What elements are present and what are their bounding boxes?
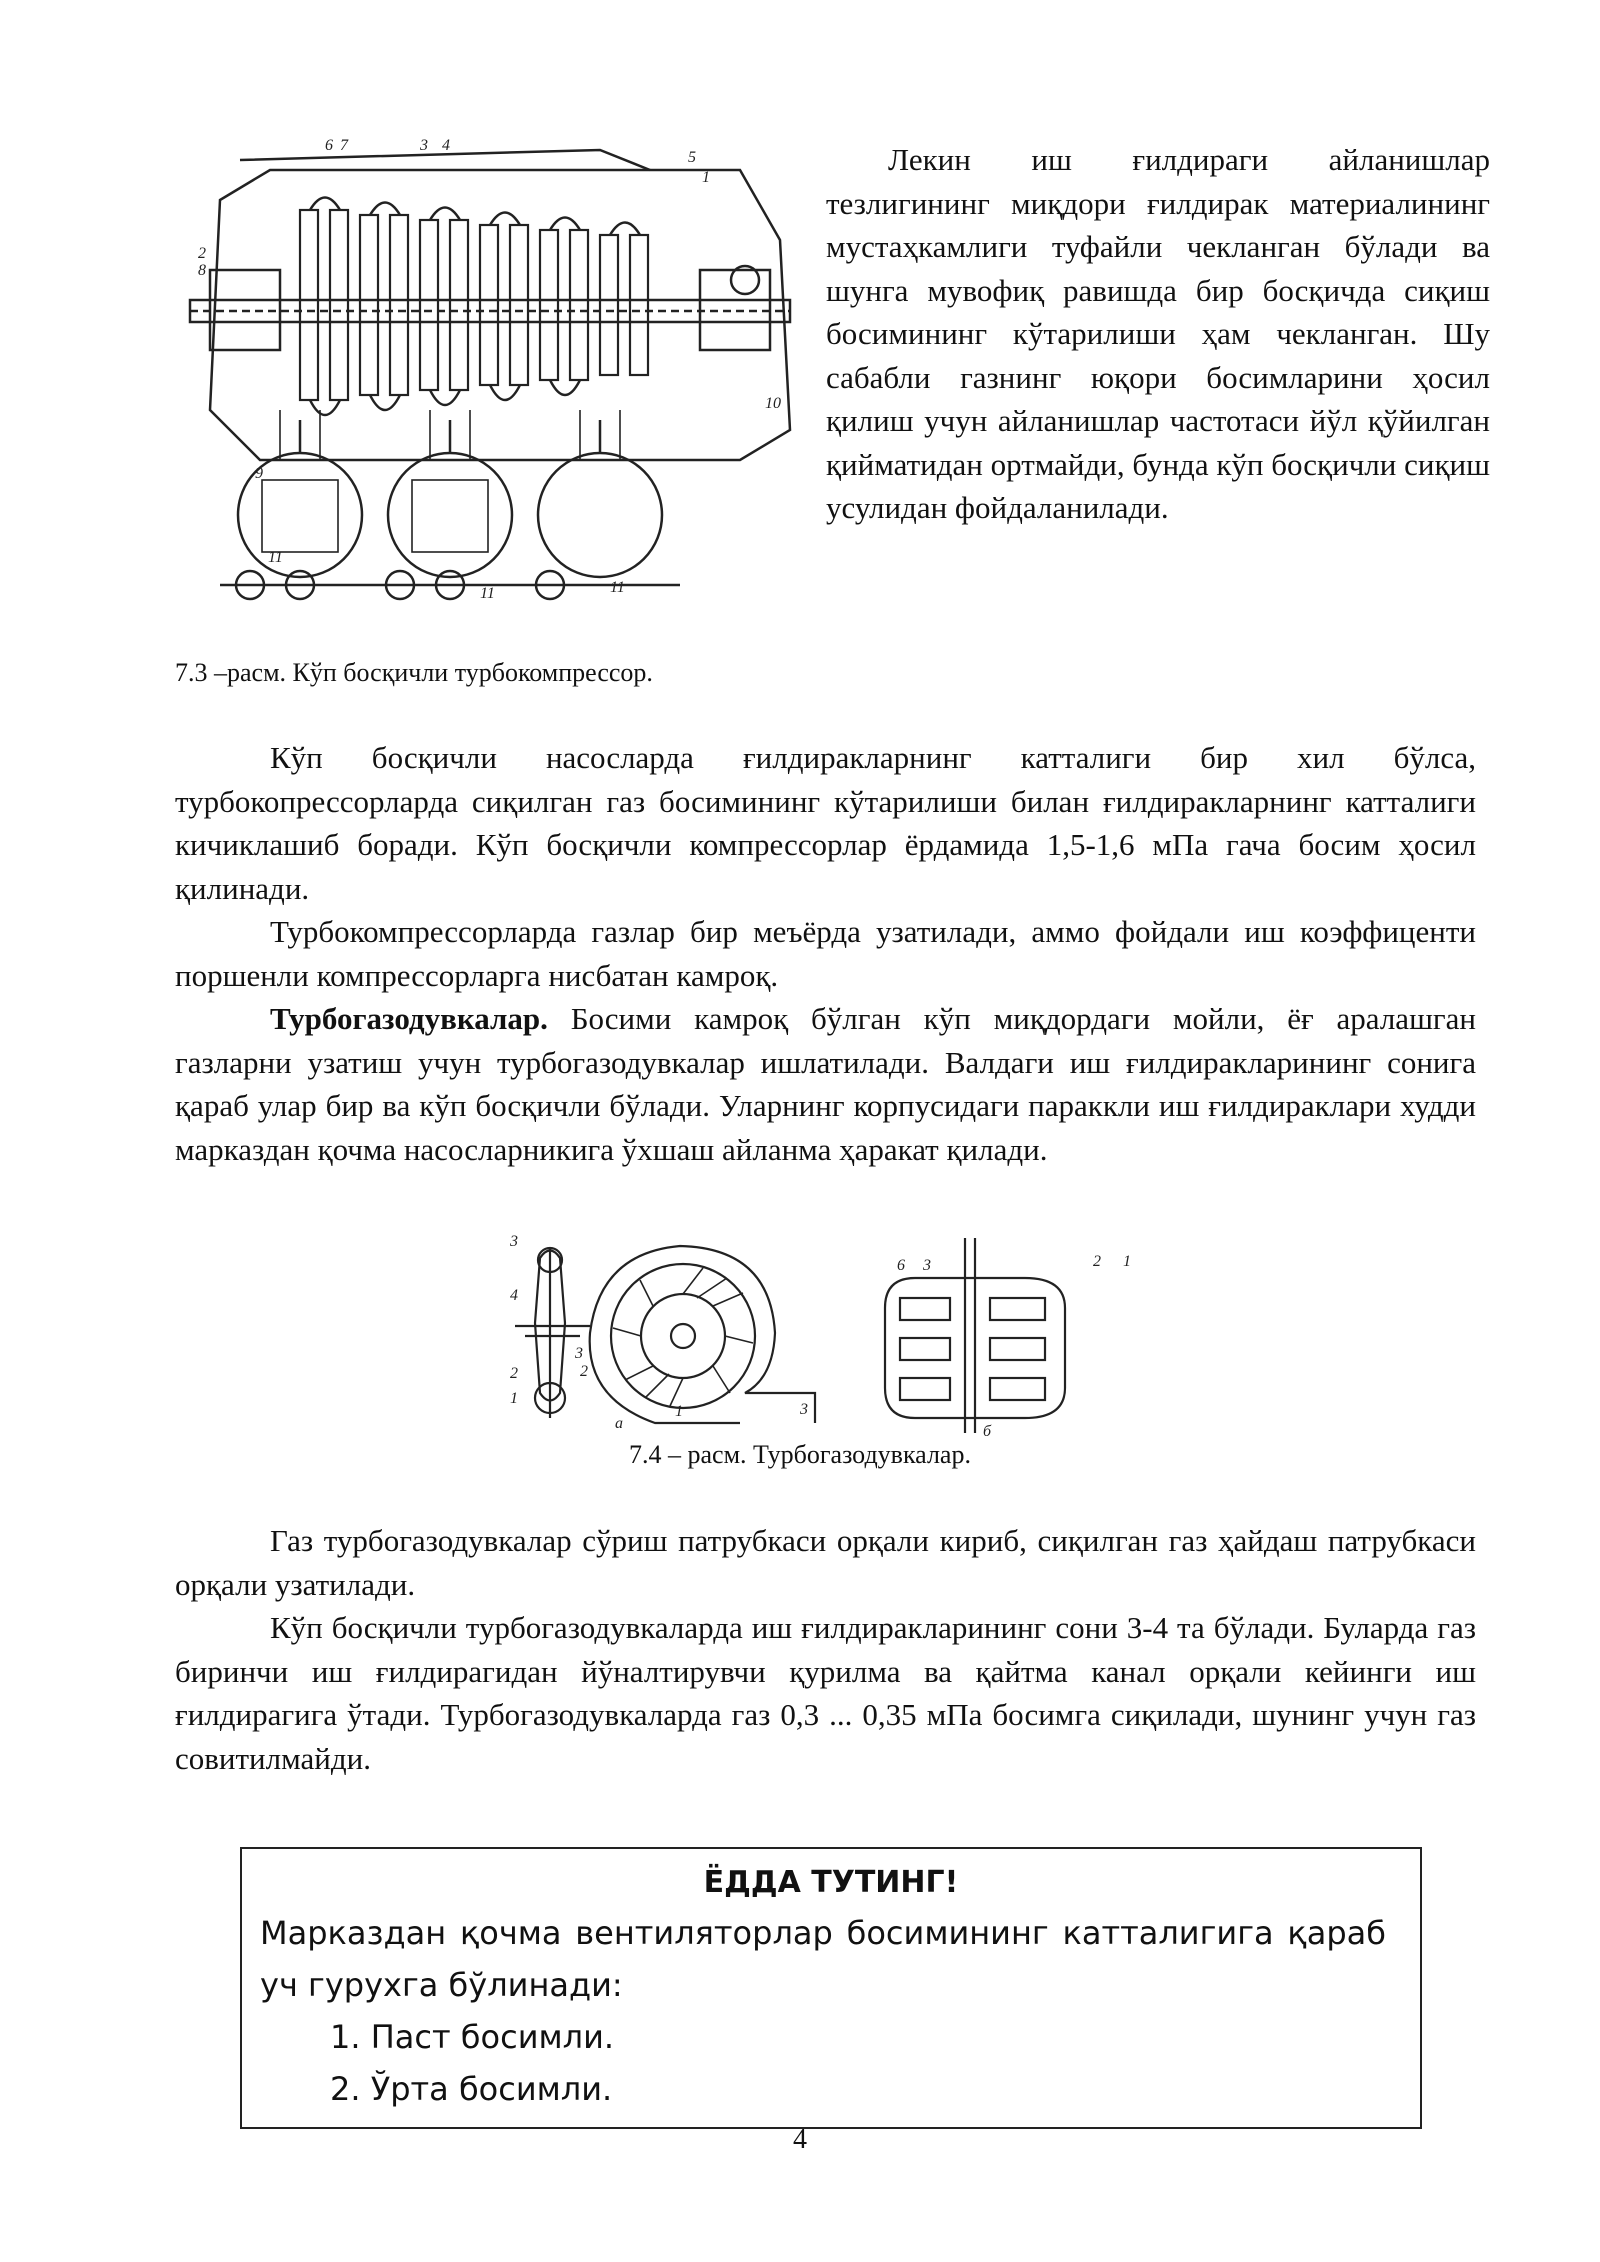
callout-label: 3 — [800, 1401, 808, 1418]
body-paragraph: Газ турбогазодувкалар сўриш патрубкаси орқали кириб, сиқилган газ ҳайдаш патрубкаси орқали узатилади. — [175, 1523, 1476, 1602]
reminder-list — [330, 2011, 614, 2115]
callout-label: 5 — [688, 149, 696, 166]
callout-label: 6 — [897, 1257, 905, 1274]
intro-text: Лекин иш ғилдираги айланишлар тезлигининг миқдори ғилдирак материалининг мустаҳкамлиги туфайли чекланган бўлади ва шунга мувофиқ равишда бир босқичда сиқиш босимининг кўтарилиши ҳам чекланган. Шу сабабли газнинг юқори босимларини ҳосил қилиш учун айланишлар частотаси йўл қўйилган қийматидан ортмайди, бунда кўп босқичли сиқиш усулидан фойдаланилади. — [826, 142, 1490, 525]
callout-label: 3 — [923, 1257, 931, 1274]
callout-label: 3 — [510, 1233, 518, 1250]
list-item: 2. Ўрта босимли. — [330, 2070, 613, 2108]
callout-label: 1 — [510, 1390, 518, 1407]
callout-label: 1 — [675, 1403, 683, 1420]
callout-label: 2 — [580, 1363, 588, 1380]
reminder-title: ЁДДА ТУТИНГ! — [703, 1865, 959, 1900]
body-paragraph: Кўп босқичли турбогазодувкаларда иш ғилдиракларининг сони 3-4 та бўлади. Буларда газ биринчи иш ғилдирагидан йўналтирувчи қурилма ва қайтма канал орқали кейинги иш ғилдирагига ўтади. Турбогазодувкаларда газ 0,3 ... 0,35 мПа босимга сиқилади, шунинг учун газ совитилмайди. — [175, 1610, 1476, 1776]
callout-label: а — [615, 1415, 623, 1432]
callout-label: 4 — [442, 137, 450, 154]
callout-label: 1 — [1123, 1253, 1131, 1270]
section-heading: Турбогазодувкалар. — [270, 1001, 548, 1036]
callout-label: 4 — [510, 1287, 518, 1304]
callout-label: 11 — [480, 585, 495, 602]
list-item: 1. Паст босимли. — [330, 2018, 615, 2056]
callout-label: 1 — [702, 169, 710, 186]
callout-label: 10 — [765, 395, 781, 412]
callout-label: 6 — [325, 137, 333, 154]
callout-label: 11 — [268, 549, 283, 566]
callout-label: 3 — [575, 1345, 583, 1362]
figure-caption: 7.4 – расм. Турбогазодувкалар. — [629, 1440, 971, 1469]
intro-paragraph — [826, 138, 1490, 530]
figure-caption: 7.3 –расм. Кўп босқичли турбокомпрессор. — [175, 658, 653, 687]
callout-label: 11 — [610, 579, 625, 596]
callout-label: 7 — [340, 137, 348, 154]
paragraph-text: Босими камроқ бўлган кўп миқдордаги мойли, ёғ аралашган газларни узатиш учун турбогазодувкалар ишлатилади. Валдаги иш ғилдиракларининг сонига қараб улар бир ва кўп босқичли бўлади. Уларнинг корпусидаги параккли иш ғилдираклари худди марказдан қочма насосларникига ўхшаш айланма ҳаракат қилади. — [175, 1001, 1476, 1167]
body-paragraph: Турбокомпрессорларда газлар бир меъёрда узатилади, аммо фойдали иш коэффиценти поршенли компрессорларга нисбатан камроқ. — [175, 914, 1476, 993]
turbocompressor-figure — [180, 130, 800, 610]
callout-label: 8 — [198, 262, 206, 279]
body-paragraph — [175, 997, 1476, 1171]
callout-label: 9 — [255, 465, 263, 482]
callout-label: 2 — [510, 1365, 518, 1382]
callout-label: 2 — [198, 245, 206, 262]
turboblower-figure — [505, 1228, 1165, 1438]
callout-label: 2 — [1093, 1253, 1101, 1270]
callout-label: 3 — [420, 137, 428, 154]
reminder-text: Марказдан қочма вентиляторлар босимининг катталигига қараб уч гурухга бўлинади: — [260, 1914, 1386, 2004]
callout-label: б — [983, 1423, 992, 1438]
page-number: 4 — [793, 2124, 807, 2155]
body-paragraph: Кўп босқичли насосларда ғилдиракларнинг катталиги бир хил бўлса, турбокопрессорларда сиқилган газ босимининг кўтарилиши билан ғилдиракларнинг катталиги кичиклашиб боради. Кўп босқичли компрессорлар ёрдамида 1,5-1,6 мПа гача босим ҳосил қилинади. — [175, 740, 1476, 906]
reminder-box — [240, 1847, 1422, 2129]
